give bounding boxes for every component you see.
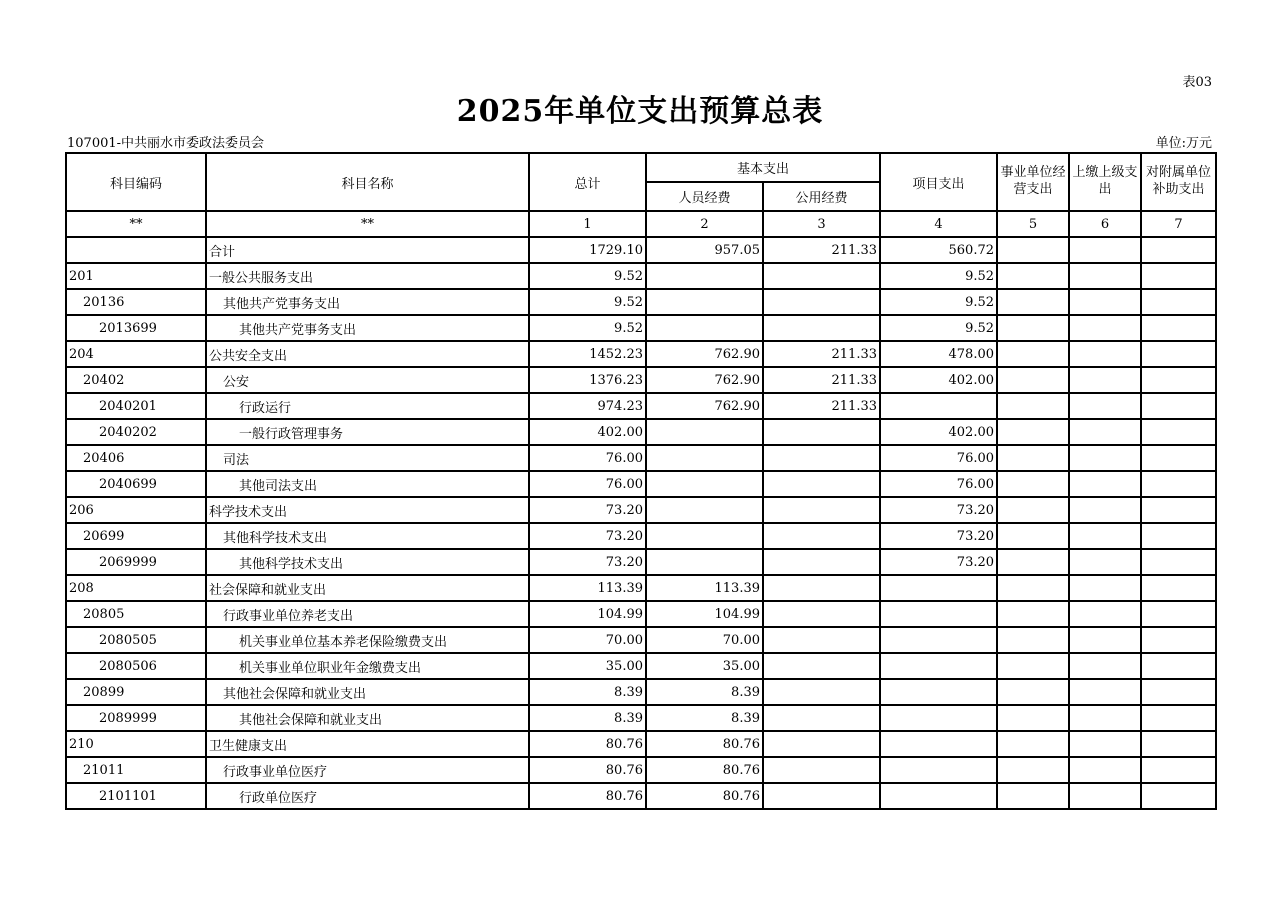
business-cell	[997, 341, 1069, 367]
subsidy-cell	[1141, 315, 1216, 341]
project-cell	[880, 653, 997, 679]
public-cell	[763, 731, 880, 757]
project-cell: 76.00	[880, 471, 997, 497]
upper-cell	[1069, 419, 1141, 445]
upper-cell	[1069, 783, 1141, 809]
upper-cell	[1069, 315, 1141, 341]
total-cell: 35.00	[529, 653, 646, 679]
public-cell	[763, 497, 880, 523]
business-cell	[997, 289, 1069, 315]
business-cell	[997, 783, 1069, 809]
personnel-cell: 80.76	[646, 757, 763, 783]
business-cell	[997, 679, 1069, 705]
code-cell: 20805	[66, 601, 206, 627]
personnel-cell: 80.76	[646, 783, 763, 809]
project-cell	[880, 705, 997, 731]
business-cell	[997, 263, 1069, 289]
table-row	[66, 263, 1216, 289]
project-cell: 73.20	[880, 549, 997, 575]
business-cell	[997, 393, 1069, 419]
total-cell: 104.99	[529, 601, 646, 627]
code-cell: 2101101	[66, 783, 206, 809]
code-cell: 20402	[66, 367, 206, 393]
name-cell: 社会保障和就业支出	[206, 575, 529, 601]
name-cell: 其他社会保障和就业支出	[206, 679, 529, 705]
public-cell	[763, 601, 880, 627]
total-cell: 974.23	[529, 393, 646, 419]
public-cell	[763, 757, 880, 783]
marker-cell: 1	[529, 211, 646, 237]
subsidy-cell	[1141, 471, 1216, 497]
header-project: 项目支出	[880, 153, 997, 211]
upper-cell	[1069, 627, 1141, 653]
upper-cell	[1069, 679, 1141, 705]
table-row	[66, 393, 1216, 419]
table-row	[66, 497, 1216, 523]
name-cell: 卫生健康支出	[206, 731, 529, 757]
table-row	[66, 653, 1216, 679]
personnel-cell: 80.76	[646, 731, 763, 757]
business-cell	[997, 705, 1069, 731]
table-row	[66, 731, 1216, 757]
project-cell: 9.52	[880, 289, 997, 315]
table-row	[66, 705, 1216, 731]
subsidy-cell	[1141, 523, 1216, 549]
table-row	[66, 471, 1216, 497]
total-cell: 76.00	[529, 445, 646, 471]
business-cell	[997, 237, 1069, 263]
header-code: 科目编码	[66, 153, 206, 211]
business-cell	[997, 757, 1069, 783]
subsidy-cell	[1141, 601, 1216, 627]
table-row	[66, 627, 1216, 653]
name-cell: 公共安全支出	[206, 341, 529, 367]
name-cell: 行政运行	[206, 393, 529, 419]
header-name: 科目名称	[206, 153, 529, 211]
personnel-cell	[646, 419, 763, 445]
total-cell: 73.20	[529, 497, 646, 523]
personnel-cell: 762.90	[646, 367, 763, 393]
table-row	[66, 575, 1216, 601]
marker-cell: 7	[1141, 211, 1216, 237]
name-cell: 公安	[206, 367, 529, 393]
project-cell: 73.20	[880, 497, 997, 523]
business-cell	[997, 471, 1069, 497]
public-cell	[763, 263, 880, 289]
business-cell	[997, 575, 1069, 601]
project-cell	[880, 601, 997, 627]
public-cell	[763, 445, 880, 471]
public-cell	[763, 523, 880, 549]
project-cell: 9.52	[880, 263, 997, 289]
public-cell: 211.33	[763, 237, 880, 263]
name-cell: 一般公共服务支出	[206, 263, 529, 289]
public-cell	[763, 783, 880, 809]
total-cell: 70.00	[529, 627, 646, 653]
personnel-cell: 113.39	[646, 575, 763, 601]
table-row	[66, 757, 1216, 783]
project-cell	[880, 575, 997, 601]
subsidy-cell	[1141, 627, 1216, 653]
table-row	[66, 783, 1216, 809]
public-cell	[763, 549, 880, 575]
header-personnel: 人员经费	[646, 182, 763, 211]
project-cell: 478.00	[880, 341, 997, 367]
upper-cell	[1069, 445, 1141, 471]
personnel-cell	[646, 523, 763, 549]
code-cell: 21011	[66, 757, 206, 783]
subsidy-cell	[1141, 237, 1216, 263]
personnel-cell	[646, 471, 763, 497]
code-cell: 206	[66, 497, 206, 523]
name-cell: 其他科学技术支出	[206, 549, 529, 575]
code-cell: 2040699	[66, 471, 206, 497]
upper-cell	[1069, 341, 1141, 367]
subsidy-cell	[1141, 263, 1216, 289]
subsidy-cell	[1141, 653, 1216, 679]
header-upper: 上缴上级支出	[1069, 153, 1141, 211]
name-cell: 其他社会保障和就业支出	[206, 705, 529, 731]
name-cell: 行政事业单位医疗	[206, 757, 529, 783]
table-row	[66, 601, 1216, 627]
project-cell: 560.72	[880, 237, 997, 263]
business-cell	[997, 367, 1069, 393]
subsidy-cell	[1141, 341, 1216, 367]
public-cell	[763, 471, 880, 497]
personnel-cell: 8.39	[646, 705, 763, 731]
business-cell	[997, 523, 1069, 549]
project-cell: 73.20	[880, 523, 997, 549]
business-cell	[997, 445, 1069, 471]
code-cell: 2080506	[66, 653, 206, 679]
code-cell: 204	[66, 341, 206, 367]
public-cell	[763, 289, 880, 315]
upper-cell	[1069, 289, 1141, 315]
upper-cell	[1069, 523, 1141, 549]
total-cell: 8.39	[529, 705, 646, 731]
header-public: 公用经费	[763, 182, 880, 211]
total-cell: 73.20	[529, 549, 646, 575]
organization-name: 107001-中共丽水市委政法委员会	[67, 136, 265, 151]
table-row	[66, 237, 1216, 263]
personnel-cell: 957.05	[646, 237, 763, 263]
total-cell: 113.39	[529, 575, 646, 601]
budget-table	[65, 152, 1217, 810]
total-cell: 80.76	[529, 757, 646, 783]
name-cell: 一般行政管理事务	[206, 419, 529, 445]
name-cell: 机关事业单位基本养老保险缴费支出	[206, 627, 529, 653]
public-cell	[763, 575, 880, 601]
business-cell	[997, 419, 1069, 445]
name-cell: 其他科学技术支出	[206, 523, 529, 549]
upper-cell	[1069, 263, 1141, 289]
public-cell	[763, 627, 880, 653]
total-cell: 80.76	[529, 783, 646, 809]
public-cell	[763, 419, 880, 445]
table-row	[66, 679, 1216, 705]
marker-cell: **	[206, 211, 529, 237]
project-cell: 402.00	[880, 367, 997, 393]
public-cell: 211.33	[763, 367, 880, 393]
table-row	[66, 367, 1216, 393]
code-cell: 208	[66, 575, 206, 601]
project-cell	[880, 731, 997, 757]
upper-cell	[1069, 731, 1141, 757]
marker-cell: 3	[763, 211, 880, 237]
subsidy-cell	[1141, 367, 1216, 393]
upper-cell	[1069, 757, 1141, 783]
personnel-cell	[646, 289, 763, 315]
name-cell: 行政事业单位养老支出	[206, 601, 529, 627]
marker-cell: 6	[1069, 211, 1141, 237]
public-cell: 211.33	[763, 393, 880, 419]
total-cell: 1452.23	[529, 341, 646, 367]
table-row	[66, 523, 1216, 549]
total-cell: 73.20	[529, 523, 646, 549]
business-cell	[997, 731, 1069, 757]
code-cell: 20699	[66, 523, 206, 549]
marker-cell: 4	[880, 211, 997, 237]
subsidy-cell	[1141, 419, 1216, 445]
code-cell: 2080505	[66, 627, 206, 653]
total-cell: 9.52	[529, 263, 646, 289]
subsidy-cell	[1141, 731, 1216, 757]
upper-cell	[1069, 549, 1141, 575]
project-cell	[880, 627, 997, 653]
code-cell: 20136	[66, 289, 206, 315]
business-cell	[997, 315, 1069, 341]
personnel-cell: 762.90	[646, 393, 763, 419]
subsidy-cell	[1141, 783, 1216, 809]
personnel-cell: 104.99	[646, 601, 763, 627]
public-cell	[763, 653, 880, 679]
total-cell: 80.76	[529, 731, 646, 757]
code-cell: 2013699	[66, 315, 206, 341]
name-cell: 科学技术支出	[206, 497, 529, 523]
subsidy-cell	[1141, 679, 1216, 705]
project-cell	[880, 783, 997, 809]
name-cell: 机关事业单位职业年金缴费支出	[206, 653, 529, 679]
upper-cell	[1069, 601, 1141, 627]
name-cell: 司法	[206, 445, 529, 471]
code-cell: 20406	[66, 445, 206, 471]
subsidy-cell	[1141, 289, 1216, 315]
header-basic: 基本支出	[646, 153, 880, 182]
subsidy-cell	[1141, 757, 1216, 783]
total-cell: 8.39	[529, 679, 646, 705]
business-cell	[997, 549, 1069, 575]
personnel-cell: 8.39	[646, 679, 763, 705]
table-row	[66, 445, 1216, 471]
table-row	[66, 549, 1216, 575]
personnel-cell: 35.00	[646, 653, 763, 679]
personnel-cell	[646, 315, 763, 341]
upper-cell	[1069, 705, 1141, 731]
table-number: 表03	[1182, 75, 1212, 90]
total-cell: 1729.10	[529, 237, 646, 263]
public-cell	[763, 705, 880, 731]
subsidy-cell	[1141, 445, 1216, 471]
project-cell	[880, 679, 997, 705]
table-row	[66, 315, 1216, 341]
page-title: 2025年单位支出预算总表	[456, 94, 824, 129]
business-cell	[997, 497, 1069, 523]
upper-cell	[1069, 237, 1141, 263]
upper-cell	[1069, 653, 1141, 679]
project-cell	[880, 393, 997, 419]
upper-cell	[1069, 575, 1141, 601]
project-cell: 9.52	[880, 315, 997, 341]
code-cell: 2040202	[66, 419, 206, 445]
code-cell: 2089999	[66, 705, 206, 731]
public-cell: 211.33	[763, 341, 880, 367]
code-cell: 201	[66, 263, 206, 289]
upper-cell	[1069, 497, 1141, 523]
code-cell: 2040201	[66, 393, 206, 419]
personnel-cell	[646, 549, 763, 575]
personnel-cell: 70.00	[646, 627, 763, 653]
total-cell: 402.00	[529, 419, 646, 445]
table-row	[66, 289, 1216, 315]
code-cell: 210	[66, 731, 206, 757]
subsidy-cell	[1141, 575, 1216, 601]
upper-cell	[1069, 367, 1141, 393]
name-cell: 其他共产党事务支出	[206, 289, 529, 315]
name-cell: 其他司法支出	[206, 471, 529, 497]
public-cell	[763, 315, 880, 341]
code-cell	[66, 237, 206, 263]
personnel-cell	[646, 497, 763, 523]
marker-cell: 2	[646, 211, 763, 237]
header-subsidy: 对附属单位补助支出	[1141, 153, 1216, 211]
personnel-cell	[646, 263, 763, 289]
subsidy-cell	[1141, 705, 1216, 731]
public-cell	[763, 679, 880, 705]
table-row	[66, 419, 1216, 445]
header-total: 总计	[529, 153, 646, 211]
personnel-cell: 762.90	[646, 341, 763, 367]
marker-cell: 5	[997, 211, 1069, 237]
code-cell: 2069999	[66, 549, 206, 575]
name-cell: 其他共产党事务支出	[206, 315, 529, 341]
subsidy-cell	[1141, 549, 1216, 575]
business-cell	[997, 653, 1069, 679]
total-cell: 9.52	[529, 315, 646, 341]
header-business: 事业单位经营支出	[997, 153, 1069, 211]
total-cell: 1376.23	[529, 367, 646, 393]
code-cell: 20899	[66, 679, 206, 705]
name-cell: 行政单位医疗	[206, 783, 529, 809]
table-row	[66, 341, 1216, 367]
business-cell	[997, 601, 1069, 627]
upper-cell	[1069, 471, 1141, 497]
total-cell: 9.52	[529, 289, 646, 315]
subsidy-cell	[1141, 393, 1216, 419]
project-cell: 76.00	[880, 445, 997, 471]
project-cell: 402.00	[880, 419, 997, 445]
marker-cell: **	[66, 211, 206, 237]
project-cell	[880, 757, 997, 783]
upper-cell	[1069, 393, 1141, 419]
name-cell: 合计	[206, 237, 529, 263]
unit-label: 单位:万元	[1155, 136, 1212, 151]
total-cell: 76.00	[529, 471, 646, 497]
table-body	[66, 237, 1216, 809]
subsidy-cell	[1141, 497, 1216, 523]
personnel-cell	[646, 445, 763, 471]
business-cell	[997, 627, 1069, 653]
